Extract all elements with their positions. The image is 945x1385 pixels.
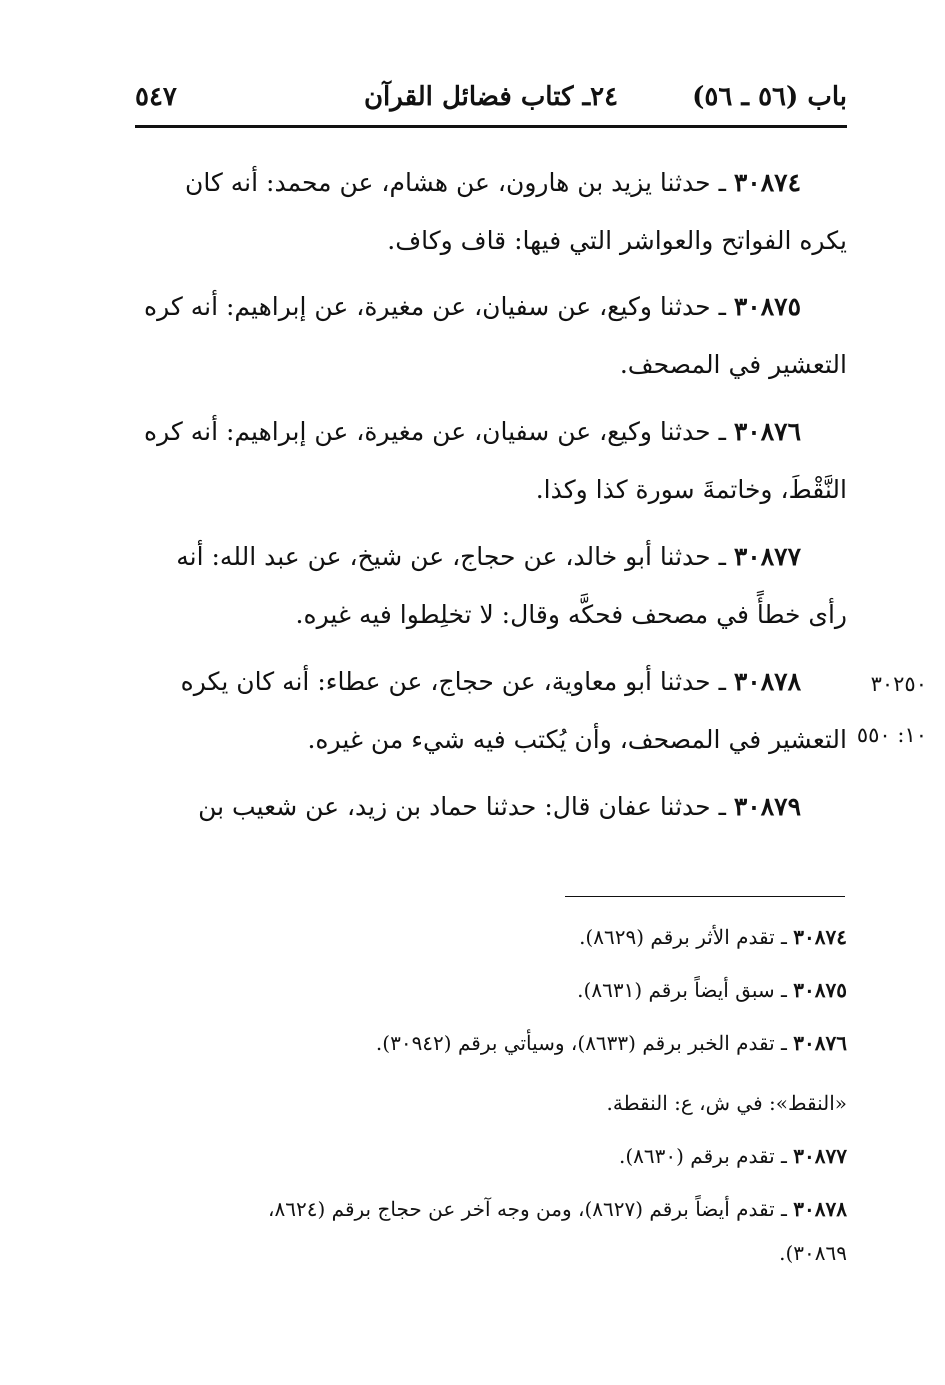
footnote-text: ـ تقدم برقم (٨٦٣٠). — [619, 1144, 787, 1168]
footnote-text: ـ تقدم أيضاً برقم (٨٦٢٧)، ومن وجه آخر عن حجاج برقم (٨٦٢٤، — [268, 1197, 787, 1221]
footnote-text: ـ سبق أيضاً برقم (٨٦٣١). — [577, 978, 787, 1002]
margin-reference: ١٠: ٥٥٠ — [856, 723, 927, 747]
entry-text: ـ حدثنا يزيد بن هارون، عن هشام، عن محمد: أنه كان — [184, 168, 726, 197]
footnote — [135, 914, 847, 960]
entry-line — [135, 778, 847, 836]
footnote-number: ٣٠٨٧٥ — [793, 978, 847, 1002]
entry-number: ٣٠٨٧٥ — [733, 292, 801, 321]
footnote-text: ـ تقدم الخبر برقم (٨٦٣٣)، وسيأتي برقم (٣٠٩٤٢). — [375, 1031, 787, 1055]
entry-number: ٣٠٨٧٨ — [733, 667, 801, 696]
footnote-text: ـ تقدم الأثر برقم (٨٦٢٩). — [579, 925, 787, 949]
hadith-entry — [135, 778, 847, 836]
entry-line — [135, 528, 847, 586]
entry-number: ٣٠٨٧٤ — [733, 168, 801, 197]
entry-text: ـ حدثنا وكيع، عن سفيان، عن مغيرة، عن إبراهيم: أنه كره — [144, 417, 726, 446]
footnote — [135, 1080, 847, 1126]
footnote — [135, 967, 847, 1013]
footnote-text: «النقط»: في ش، ع: النقطة. — [606, 1091, 847, 1115]
footnote-continuation — [135, 1230, 847, 1276]
footnote-text: ٣٠٨٦٩). — [779, 1241, 847, 1265]
entry-number: ٣٠٨٧٧ — [733, 542, 801, 571]
footnote-number: ٣٠٨٧٧ — [793, 1144, 847, 1168]
hadith-entry — [135, 528, 847, 644]
footnote — [135, 1186, 847, 1232]
entry-text: ـ حدثنا وكيع، عن سفيان، عن مغيرة، عن إبراهيم: أنه كره — [144, 292, 726, 321]
entry-line: النَّقْطَ، وخاتمةَ سورة كذا وكذا. — [535, 475, 847, 504]
footnote-number: ٣٠٨٧٤ — [793, 925, 847, 949]
chapter-range: باب (٥٦ ـ ٥٦) — [692, 82, 847, 112]
hadith-entry — [135, 278, 847, 394]
entry-text: ـ حدثنا أبو خالد، عن حجاج، عن شيخ، عن عبد الله: أنه — [176, 542, 726, 571]
page-number: ٥٤٧ — [135, 82, 177, 112]
footnote — [135, 1133, 847, 1179]
book-title: ٢٤ـ كتاب فضائل القرآن — [363, 82, 619, 112]
entry-number: ٣٠٨٧٦ — [733, 417, 801, 446]
entry-line: التعشير في المصحف، وأن يُكتب فيه شيء من غيره. — [307, 725, 847, 754]
footnote-number: ٣٠٨٧٨ — [793, 1197, 847, 1221]
footnote-separator — [565, 896, 845, 897]
entry-line — [135, 154, 847, 212]
entry-number: ٣٠٨٧٩ — [733, 792, 801, 821]
footnote — [135, 1020, 847, 1066]
header-rule — [135, 125, 847, 128]
entry-line: يكره الفواتح والعواشر التي فيها: قاف وكاف. — [387, 226, 847, 255]
running-header — [135, 76, 847, 120]
entry-line — [135, 653, 847, 711]
margin-reference: ٣٠٢٥٠ — [870, 672, 927, 696]
hadith-entry — [135, 403, 847, 519]
hadith-entry — [135, 154, 847, 270]
footnote-number: ٣٠٨٧٦ — [793, 1031, 847, 1055]
entry-line: رأى خطأً في مصحف فحكَّه وقال: لا تخلِطوا فيه غيره. — [295, 600, 847, 629]
entry-line — [135, 278, 847, 336]
hadith-entry — [135, 653, 847, 769]
entry-text: ـ حدثنا أبو معاوية، عن حجاج، عن عطاء: أنه كان يكره — [180, 667, 726, 696]
entry-line: التعشير في المصحف. — [619, 350, 847, 379]
entry-line — [135, 403, 847, 461]
entry-text: ـ حدثنا عفان قال: حدثنا حماد بن زيد، عن شعيب بن — [198, 792, 726, 821]
